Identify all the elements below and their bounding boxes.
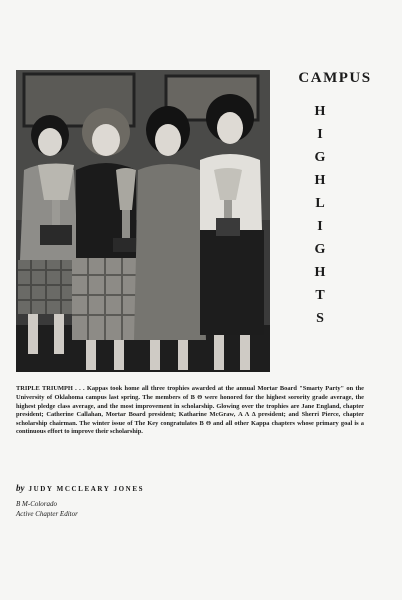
trophy-photo-image [16, 70, 270, 372]
byline-by: by [16, 483, 25, 493]
highlights-letter: I [317, 127, 323, 142]
highlights-letter: G [314, 242, 326, 257]
heading-campus: CAMPUS [298, 70, 372, 86]
byline-author: JUDY MCCLEARY JONES [28, 485, 145, 493]
photo-caption: TRIPLE TRIUMPH . . . Kappas took home all three trophies awarded at the annual Mortar Board "Smarty Party" on the University of Oklahoma campus last spring. The members of Β Θ were honored for the highest sorority grade average, the highest pledge class average, and the most improvement in scholarship. Glowing over the trophies are Jane England, chapter president; Catherine Callahan, Mortar Board president; Katharine McGraw, Α Λ Δ president; and Sherri Pierce, chapter scholarship chairman. The winter issue of The Key congratulates Β Θ and all other Kappa chapters whose primary goal is a continuous effort to improve their scholarship. [16, 385, 364, 436]
highlights-letter: H [314, 173, 326, 188]
highlights-letter: H [314, 265, 326, 280]
highlights-letter: L [315, 196, 325, 211]
byline-role: Active Chapter Editor [16, 510, 78, 518]
trophy-photo [16, 70, 270, 372]
highlights-letter: I [317, 219, 323, 234]
byline-chapter: Β Μ-Colorado [16, 500, 58, 508]
highlights-letter: T [315, 288, 325, 303]
heading-highlights-vertical [300, 100, 340, 330]
byline [16, 478, 276, 519]
highlights-letter: G [314, 150, 326, 165]
highlights-letter: S [316, 311, 324, 326]
highlights-letter: H [314, 104, 326, 119]
